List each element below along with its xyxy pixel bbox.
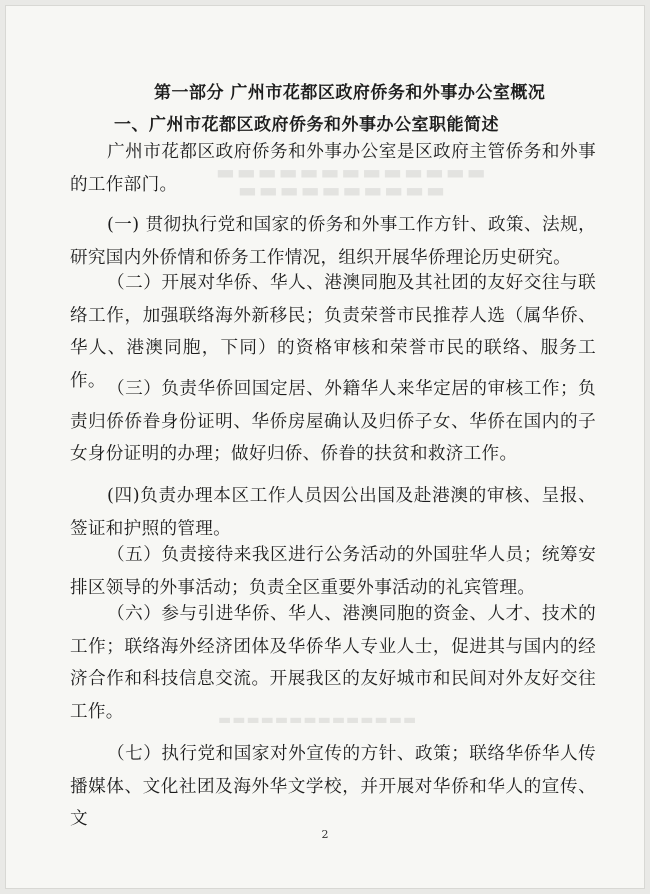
paragraph-item-3: （三）负责华侨回国定居、外籍华人来华定居的审核工作；负责归侨侨眷身份证明、华侨房屋确认及归侨子女、华侨在国内的子女身份证明的办理；做好归侨、侨眷的扶贫和救济工作。 [70, 379, 596, 464]
paragraph-item-1: (一) 贯彻执行党和国家的侨务和外事工作方针、政策、法规，研究国内外侨情和侨务工作情况，组织开展华侨理论历史研究。 [70, 215, 596, 268]
paragraph-item-7: （七）执行党和国家对外宣传的方针、政策；联络华侨华人传播媒体、文化社团及海外华文学校，并开展对华侨和华人的宣传、文 [70, 744, 596, 829]
show-through-decoration: ▬▬▬▬▬▬▬▬▬▬▬▬▬ [216, 160, 488, 184]
section-heading: 一、广州市花都区政府侨务和外事办公室职能简述 [114, 115, 499, 135]
show-through-decoration: ▬▬▬▬▬▬▬▬▬▬▬▬▬▬ [218, 712, 418, 728]
paragraph-item-4: (四)负责办理本区工作人员因公出国及赴港澳的审核、呈报、签证和护照的管理。 [70, 486, 596, 539]
show-through-decoration: ▬▬▬▬▬▬▬▬▬▬ [238, 178, 447, 202]
page-number: 2 [321, 828, 329, 841]
part-heading: 第一部分 广州市花都区政府侨务和外事办公室概况 [154, 83, 546, 103]
paragraph-item-6: （六）参与引进华侨、华人、港澳同胞的资金、人才、技术的工作；联络海外经济团体及华侨华人专业人士，促进其与国内的经济合作和科技信息交流。开展我区的友好城市和民间对外友好交往工作。 [70, 604, 596, 722]
document-page [6, 6, 644, 888]
paragraph-intro: 广州市花都区政府侨务和外事办公室是区政府主管侨务和外事的工作部门。 [70, 142, 596, 195]
paragraph-item-2: （二）开展对华侨、华人、港澳同胞及其社团的友好交往与联络工作，加强联络海外新移民；负责荣誉市民推荐人选（属华侨、华人、港澳同胞，下同）的资格审核和荣誉市民的联络、服务工作。 [70, 273, 596, 391]
paragraph-item-5: （五）负责接待来我区进行公务活动的外国驻华人员；统筹安排区领导的外事活动；负责全区重要外事活动的礼宾管理。 [70, 545, 596, 598]
